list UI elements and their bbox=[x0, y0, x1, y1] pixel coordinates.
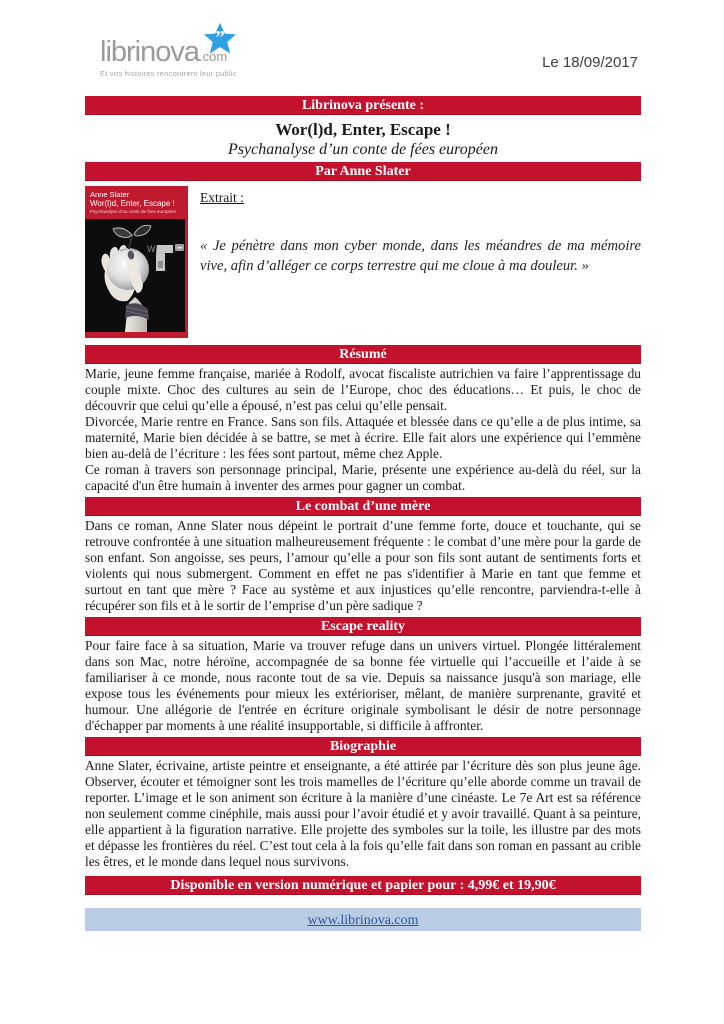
resume-paragraph-3: Ce roman à travers son personnage principal, Marie, présente une expérience au-delà du réel, sur la capacité d'un être humain à inventer des armes pour gagner un combat. bbox=[85, 462, 641, 493]
resume-section bbox=[85, 364, 641, 497]
cover-subtitle: Psychanalyse d’un conte de fées européen bbox=[90, 209, 177, 214]
escape-paragraph: Pour faire face à sa situation, Marie va trouver refuge dans un univers virtuel. Plongée littéralement dans son Mac, notre héroïne, accompagnée de sa bonne fée virtuelle qui l’accueille et l’aide à se familiariser à ce monde, nous raconte tout de sa vie. Depuis sa naissance jusqu'à son mariage, elle expose tous les événements pour mieux les extérioriser, mêlant, de manière surprenante, gravité et humour. Une allégorie de l'entrée en écriture originale symbolisant le désir de notre personnage d'échapper par moments à une réalité insupportable, si difficile à affronter. bbox=[85, 638, 641, 733]
svg-text:”: ” bbox=[215, 27, 225, 49]
header bbox=[85, 24, 641, 86]
banner-librinova-presente: Librinova présente : bbox=[85, 96, 641, 115]
extract-quote: « Je pénètre dans mon cyber monde, dans les méandres de ma mémoire vive, afin d’alléger ce corps terrestre qui me cloue à ma douleur. » bbox=[200, 238, 641, 274]
banner-par-anne-slater: Par Anne Slater bbox=[85, 162, 641, 181]
logo-star-icon bbox=[203, 22, 237, 56]
date-label: Le 18/09/2017 bbox=[542, 54, 638, 71]
combat-paragraph: Dans ce roman, Anne Slater nous dépeint le portrait d’une femme forte, douce et touchante, qui se retrouve confrontée à une situation malheureusement fréquente : le combat d’une mère pour la garde de son enfant. Son angoisse, ses peurs, l’amour qu’elle a pour son fils sont autant de sentiments forts et violents qui nous submergent. Comment en effet ne pas s'identifier à Marie en tant que femme et surtout en tant que mère ? Face au système et aux injustices qu’elle rencontre, parviendra-t-elle à récupérer son fils et à le sortir de l’emprise d’un père sadique ? bbox=[85, 518, 641, 613]
resume-paragraph-2: Divorcée, Marie rentre en France. Sans son fils. Attaquée et blessée dans ce qu’elle a de plus intime, sa maternité, Marie bien décidée à se battre, se met à écrire. Elle fait alors une expérience qui l’emmène bien au-delà de l’écriture : les fées sont partout, même chez Apple. bbox=[85, 414, 641, 461]
bio-paragraph: Anne Slater, écrivaine, artiste peintre et enseignante, a été attirée par l’écriture dès son plus jeune âge. Observer, écouter et témoigner sont les trois mamelles de l’écriture qu’elle aborde comme un travail de reporter. L’image et le son animent son écriture à la manière d’une cinéaste. Le 7e Art est sa référence non seulement comme cinéphile, mais aussi pour l’avoir étudié et y avoir travaillé. Quant à sa peinture, elle appartient à la figuration narrative. Elle projette des symboles sur la toile, les illustre par des mots et dépasse les frontières du réel. C’est tout cela à la fois qu’elle fait dans son roman en passant au crible les êtres, et le monde dans lequel nous survivons. bbox=[85, 758, 641, 869]
banner-combat: Le combat d’une mère bbox=[85, 497, 641, 516]
book-cover bbox=[85, 186, 188, 338]
website-link[interactable]: www.librinova.com bbox=[307, 913, 419, 928]
combat-section bbox=[85, 516, 641, 617]
cover-illustration bbox=[85, 219, 185, 332]
title-block bbox=[85, 115, 641, 162]
resume-paragraph-1: Marie, jeune femme française, mariée à Rodolf, avocat fiscaliste autrichien va faire l’apprentissage du couple mixte. Choc des cultures au sein de l’Europe, choc des éducations… Et puis, le choc de découvrir que celui qu’elle a épousé, n’est pas celui qu’elle pensait. bbox=[85, 366, 641, 413]
svg-text:W: W bbox=[147, 244, 156, 254]
cover-extract-row bbox=[85, 186, 641, 338]
cover-title-band bbox=[85, 186, 188, 217]
book-subtitle: Psychanalyse d’un conte de fées européen bbox=[228, 141, 498, 158]
banner-escape-reality: Escape reality bbox=[85, 617, 641, 636]
logo-name: librinova bbox=[100, 36, 199, 68]
book-title: Wor(l)d, Enter, Escape ! bbox=[275, 120, 451, 139]
banner-price: Disponible en version numérique et papier pour : 4,99€ et 19,90€ bbox=[85, 876, 641, 895]
escape-section bbox=[85, 636, 641, 737]
logo-tagline: Et vos histoires rencontrent leur public bbox=[100, 69, 237, 78]
bio-section bbox=[85, 756, 641, 873]
librinova-logo bbox=[100, 27, 290, 78]
logo-tld: .com bbox=[199, 49, 228, 64]
extract-label: Extrait : bbox=[200, 190, 244, 205]
cover-author: Anne Slater bbox=[90, 190, 130, 199]
banner-resume: Résumé bbox=[85, 345, 641, 364]
logo-wordmark bbox=[100, 38, 290, 67]
cover-title: Wor(l)d, Enter, Escape ! bbox=[90, 199, 175, 208]
hand-apple-illustration-icon bbox=[85, 219, 185, 332]
extract-section bbox=[188, 186, 641, 338]
banner-biographie: Biographie bbox=[85, 737, 641, 756]
website-link-bar bbox=[85, 908, 641, 931]
